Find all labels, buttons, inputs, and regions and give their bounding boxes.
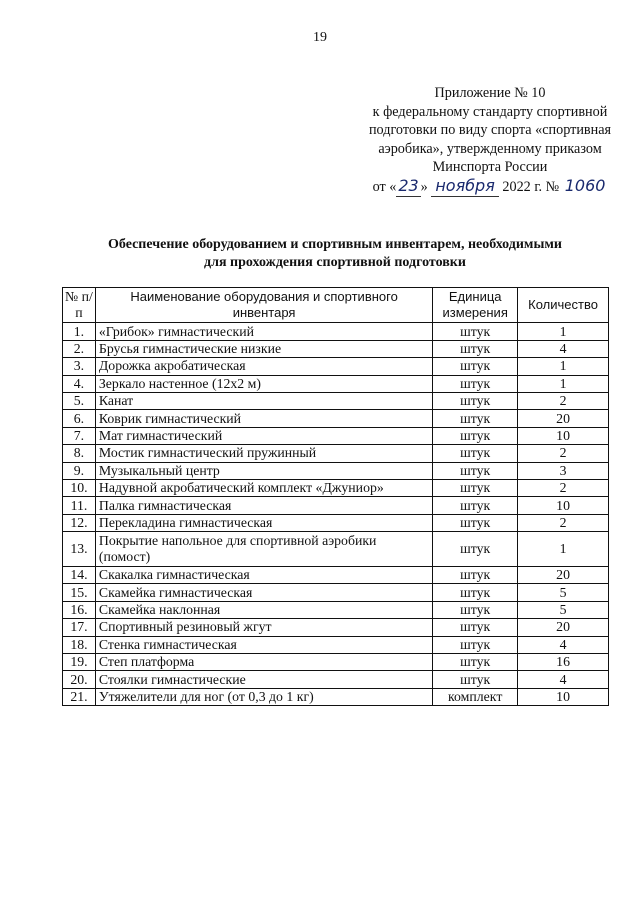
cell-unit: штук: [433, 601, 518, 618]
cell-num: 19.: [63, 654, 96, 671]
appendix-line-1: к федеральному стандарту спортивной: [372, 103, 608, 120]
cell-name: Брусья гимнастические низкие: [95, 340, 432, 357]
appendix-block: [340, 84, 640, 197]
cell-unit: штук: [433, 584, 518, 601]
cell-qty: 4: [518, 636, 609, 653]
cell-name: Скамейка гимнастическая: [95, 584, 432, 601]
table-row: [63, 392, 609, 409]
cell-qty: 4: [518, 340, 609, 357]
cell-unit: штук: [433, 392, 518, 409]
cell-unit: штук: [433, 636, 518, 653]
cell-qty: 10: [518, 427, 609, 444]
cell-qty: 2: [518, 445, 609, 462]
header-name: Наименование оборудования и спортивного инвентаря: [95, 288, 432, 323]
table-row: [63, 584, 609, 601]
table-row: [63, 514, 609, 531]
cell-name: Мат гимнастический: [95, 427, 432, 444]
table-row: [63, 358, 609, 375]
cell-name: Дорожка акробатическая: [95, 358, 432, 375]
table-row: [63, 532, 609, 567]
table-row: [63, 479, 609, 496]
table-row: [63, 654, 609, 671]
document-title: [60, 236, 610, 272]
cell-num: 10.: [63, 479, 96, 496]
cell-qty: 1: [518, 323, 609, 340]
cell-name: Скамейка наклонная: [95, 601, 432, 618]
cell-unit: штук: [433, 323, 518, 340]
cell-unit: штук: [433, 671, 518, 688]
table-row: [63, 688, 609, 705]
equipment-table: [62, 287, 609, 706]
title-line-2: для прохождения спортивной подготовки: [204, 255, 466, 270]
cell-qty: 10: [518, 497, 609, 514]
cell-unit: штук: [433, 358, 518, 375]
table-row: [63, 462, 609, 479]
cell-unit: штук: [433, 410, 518, 427]
cell-qty: 20: [518, 619, 609, 636]
appendix-line-3: аэробика», утвержденному приказом: [378, 140, 602, 157]
cell-name: Надувной акробатический комплект «Джуниор»: [95, 479, 432, 496]
cell-qty: 3: [518, 462, 609, 479]
cell-unit: штук: [433, 654, 518, 671]
cell-unit: штук: [433, 514, 518, 531]
cell-num: 14.: [63, 567, 96, 584]
cell-num: 20.: [63, 671, 96, 688]
cell-qty: 2: [518, 514, 609, 531]
cell-unit: штук: [433, 445, 518, 462]
cell-num: 15.: [63, 584, 96, 601]
table-row: [63, 567, 609, 584]
table-row: [63, 323, 609, 340]
cell-num: 3.: [63, 358, 96, 375]
header-qty: Количество: [518, 288, 609, 323]
cell-name: Музыкальный центр: [95, 462, 432, 479]
cell-num: 5.: [63, 392, 96, 409]
appendix-line-4: Минспорта России: [432, 159, 548, 176]
cell-qty: 5: [518, 601, 609, 618]
cell-num: 21.: [63, 688, 96, 705]
cell-unit: штук: [433, 497, 518, 514]
date-prefix: от «: [372, 178, 397, 195]
title-line-1: Обеспечение оборудованием и спортивным инвентарем, необходимыми: [108, 237, 562, 252]
table-header-row: [63, 288, 609, 323]
date-month-handwritten: ноября: [431, 177, 499, 197]
table-body: [63, 323, 609, 706]
table-row: [63, 619, 609, 636]
cell-qty: 20: [518, 567, 609, 584]
cell-qty: 1: [518, 375, 609, 392]
cell-unit: штук: [433, 462, 518, 479]
cell-name: Перекладина гимнастическая: [95, 514, 432, 531]
cell-num: 8.: [63, 445, 96, 462]
cell-name: Скакалка гимнастическая: [95, 567, 432, 584]
table-row: [63, 375, 609, 392]
cell-qty: 5: [518, 584, 609, 601]
cell-unit: штук: [433, 479, 518, 496]
appendix-line-2: подготовки по виду спорта «спортивная: [368, 122, 612, 139]
date-mid: »: [420, 178, 428, 195]
table-row: [63, 445, 609, 462]
cell-name: Мостик гимнастический пружинный: [95, 445, 432, 462]
cell-num: 11.: [63, 497, 96, 514]
cell-qty: 1: [518, 532, 609, 567]
appendix-date-line: [340, 177, 640, 197]
cell-num: 9.: [63, 462, 96, 479]
table-row: [63, 410, 609, 427]
cell-name: «Грибок» гимнастический: [95, 323, 432, 340]
table-row: [63, 427, 609, 444]
cell-name: Утяжелители для ног (от 0,3 до 1 кг): [95, 688, 432, 705]
cell-qty: 4: [518, 671, 609, 688]
cell-name: Канат: [95, 392, 432, 409]
cell-qty: 20: [518, 410, 609, 427]
header-unit: Единица измерения: [433, 288, 518, 323]
cell-name: Палка гимнастическая: [95, 497, 432, 514]
page-number: 19: [313, 30, 327, 45]
cell-unit: комплект: [433, 688, 518, 705]
cell-num: 1.: [63, 323, 96, 340]
header-num: № п/п: [63, 288, 96, 323]
cell-num: 7.: [63, 427, 96, 444]
cell-num: 12.: [63, 514, 96, 531]
cell-num: 4.: [63, 375, 96, 392]
table-row: [63, 497, 609, 514]
cell-name: Спортивный резиновый жгут: [95, 619, 432, 636]
cell-unit: штук: [433, 619, 518, 636]
cell-name: Зеркало настенное (12х2 м): [95, 375, 432, 392]
cell-unit: штук: [433, 532, 518, 567]
cell-unit: штук: [433, 340, 518, 357]
cell-qty: 2: [518, 479, 609, 496]
cell-qty: 1: [518, 358, 609, 375]
cell-qty: 2: [518, 392, 609, 409]
date-year: 2022 г. №: [502, 178, 560, 195]
table-row: [63, 601, 609, 618]
cell-num: 18.: [63, 636, 96, 653]
table-row: [63, 636, 609, 653]
cell-qty: 10: [518, 688, 609, 705]
table-row: [63, 340, 609, 357]
cell-unit: штук: [433, 567, 518, 584]
order-number-handwritten: 1060: [564, 175, 606, 195]
cell-name: Степ платформа: [95, 654, 432, 671]
cell-name: Стоялки гимнастические: [95, 671, 432, 688]
cell-name: Стенка гимнастическая: [95, 636, 432, 653]
cell-num: 13.: [63, 532, 96, 567]
date-day-handwritten: 23: [398, 175, 419, 195]
cell-name: Покрытие напольное для спортивной аэробики (помост): [95, 532, 432, 567]
cell-name: Коврик гимнастический: [95, 410, 432, 427]
cell-num: 2.: [63, 340, 96, 357]
cell-qty: 16: [518, 654, 609, 671]
cell-unit: штук: [433, 427, 518, 444]
cell-num: 6.: [63, 410, 96, 427]
cell-num: 17.: [63, 619, 96, 636]
table-row: [63, 671, 609, 688]
cell-num: 16.: [63, 601, 96, 618]
appendix-title: Приложение № 10: [434, 85, 546, 101]
cell-unit: штук: [433, 375, 518, 392]
